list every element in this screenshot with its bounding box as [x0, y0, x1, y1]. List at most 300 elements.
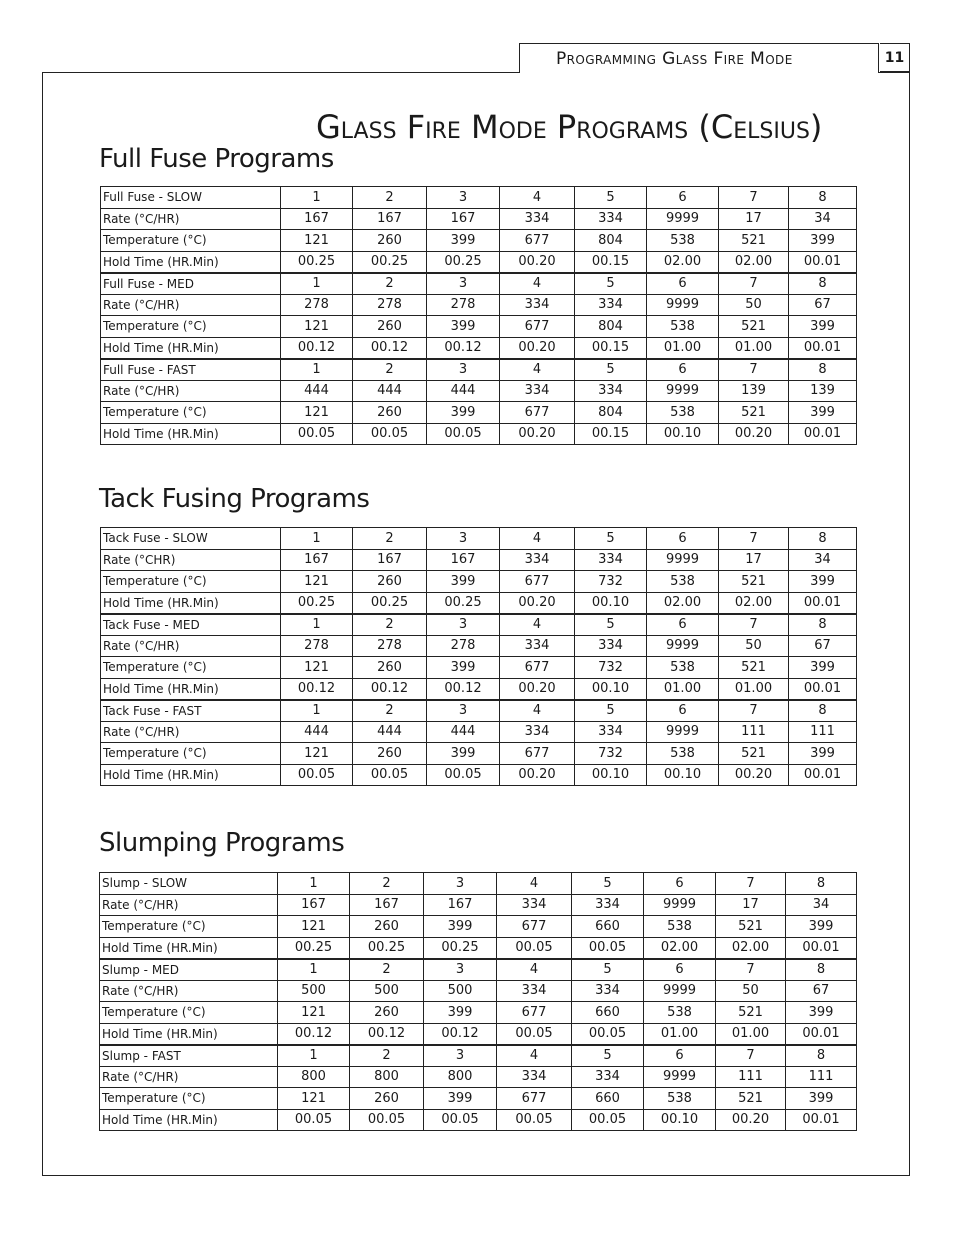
table-cell: 278 [427, 635, 500, 657]
table-cell: 02.00 [716, 937, 786, 959]
table-cell: 500 [350, 980, 424, 1002]
table-cell: 111 [786, 1066, 857, 1088]
table-cell: 260 [353, 230, 427, 252]
segment-number: 5 [572, 1045, 644, 1067]
table-cell: 538 [647, 230, 719, 252]
table-cell: 732 [575, 571, 647, 593]
table-row [101, 423, 857, 445]
row-label: Rate (°C/HR) [101, 294, 281, 316]
table-cell: 00.20 [500, 423, 575, 445]
table-cell: 00.10 [575, 592, 647, 614]
table-cell: 334 [497, 980, 572, 1002]
table-cell: 732 [575, 657, 647, 679]
program-name: Tack Fuse - FAST [101, 700, 281, 722]
table-row [101, 316, 857, 338]
segment-number: 4 [500, 700, 575, 722]
row-label: Rate (°C/HR) [100, 894, 278, 916]
segment-number: 2 [350, 873, 424, 895]
segment-number: 8 [789, 700, 857, 722]
segment-number: 1 [281, 528, 353, 550]
table-cell: 538 [647, 571, 719, 593]
table-cell: 00.12 [424, 1023, 497, 1045]
segment-number: 3 [427, 187, 500, 209]
segment-number: 8 [786, 873, 857, 895]
row-label: Rate (°C/HR) [100, 980, 278, 1002]
segment-number: 3 [424, 959, 497, 981]
table-cell: 399 [427, 402, 500, 424]
segment-number: 2 [353, 359, 427, 381]
table-cell: 00.12 [353, 678, 427, 700]
table-cell: 02.00 [719, 251, 789, 273]
row-label: Temperature (°C) [100, 916, 278, 938]
table-cell: 804 [575, 230, 647, 252]
table-cell: 01.00 [647, 678, 719, 700]
table-cell: 02.00 [647, 592, 719, 614]
row-label: Rate (°C/HR) [101, 380, 281, 402]
table-cell: 278 [427, 294, 500, 316]
table-row [101, 549, 857, 571]
table-tack-fusing [100, 527, 857, 786]
table-cell: 167 [424, 894, 497, 916]
table-cell: 399 [786, 1088, 857, 1110]
table-cell: 399 [789, 657, 857, 679]
program-header-row [101, 359, 857, 381]
table-cell: 800 [350, 1066, 424, 1088]
table-cell: 167 [278, 894, 350, 916]
table-row [100, 894, 857, 916]
table-cell: 800 [278, 1066, 350, 1088]
table-cell: 50 [719, 294, 789, 316]
segment-number: 3 [427, 614, 500, 636]
row-label: Hold Time (HR.Min) [101, 764, 281, 786]
program-name: Tack Fuse - SLOW [101, 528, 281, 550]
table-cell: 121 [278, 916, 350, 938]
table-cell: 399 [427, 316, 500, 338]
table-cell: 167 [350, 894, 424, 916]
table-cell: 9999 [647, 294, 719, 316]
table-cell: 00.05 [281, 764, 353, 786]
row-label: Temperature (°C) [101, 316, 281, 338]
segment-number: 6 [644, 873, 716, 895]
row-label: Temperature (°C) [101, 402, 281, 424]
table-cell: 00.25 [350, 937, 424, 959]
row-label: Rate (°C/HR) [100, 1066, 278, 1088]
table-cell: 00.12 [281, 337, 353, 359]
table-cell: 444 [427, 380, 500, 402]
program-header-row [100, 873, 857, 895]
table-cell: 334 [500, 380, 575, 402]
page-number-text: 11 [884, 49, 905, 66]
table-full-fuse [100, 186, 857, 445]
table-row [101, 294, 857, 316]
segment-number: 4 [500, 528, 575, 550]
table-cell: 334 [500, 721, 575, 743]
table-row [101, 380, 857, 402]
row-label: Temperature (°C) [101, 743, 281, 765]
table-cell: 00.20 [500, 678, 575, 700]
table-cell: 399 [789, 230, 857, 252]
section-title-full-fuse: Full Fuse Programs [99, 144, 334, 174]
table-cell: 399 [424, 1088, 497, 1110]
table-cell: 444 [281, 721, 353, 743]
table-cell: 334 [500, 294, 575, 316]
program-name: Full Fuse - FAST [101, 359, 281, 381]
segment-number: 1 [278, 959, 350, 981]
row-label: Temperature (°C) [101, 571, 281, 593]
running-header-text: Programming Glass Fire Mode [556, 48, 793, 69]
table-cell: 34 [789, 208, 857, 230]
table-cell: 538 [647, 316, 719, 338]
segment-number: 1 [278, 873, 350, 895]
table-row [100, 1002, 857, 1024]
table-cell: 677 [500, 657, 575, 679]
table-row [100, 980, 857, 1002]
table-cell: 804 [575, 316, 647, 338]
segment-number: 2 [350, 959, 424, 981]
table-cell: 399 [427, 571, 500, 593]
table-cell: 334 [572, 980, 644, 1002]
segment-number: 8 [789, 187, 857, 209]
table-cell: 00.12 [353, 337, 427, 359]
table-cell: 00.05 [497, 1023, 572, 1045]
table-cell: 521 [719, 230, 789, 252]
segment-number: 7 [719, 187, 789, 209]
program-name: Slump - FAST [100, 1045, 278, 1067]
table-cell: 00.05 [281, 423, 353, 445]
program-name: Slump - SLOW [100, 873, 278, 895]
segment-number: 2 [353, 614, 427, 636]
table-cell: 521 [719, 657, 789, 679]
table-cell: 00.15 [575, 251, 647, 273]
table-cell: 00.01 [786, 1109, 857, 1131]
segment-number: 3 [424, 873, 497, 895]
table-cell: 167 [281, 549, 353, 571]
table-row [101, 743, 857, 765]
table-cell: 167 [353, 208, 427, 230]
table-cell: 00.01 [786, 937, 857, 959]
segment-number: 1 [281, 273, 353, 295]
table-slumping [99, 872, 857, 1131]
table-cell: 677 [497, 1088, 572, 1110]
table-cell: 00.20 [719, 764, 789, 786]
table-cell: 538 [644, 916, 716, 938]
segment-number: 2 [353, 187, 427, 209]
segment-number: 1 [278, 1045, 350, 1067]
segment-number: 5 [575, 700, 647, 722]
table-cell: 00.05 [424, 1109, 497, 1131]
table-cell: 500 [278, 980, 350, 1002]
table-cell: 00.25 [353, 251, 427, 273]
table-cell: 399 [424, 1002, 497, 1024]
table-cell: 334 [500, 208, 575, 230]
row-label: Hold Time (HR.Min) [100, 1023, 278, 1045]
table-cell: 67 [789, 635, 857, 657]
table-cell: 121 [281, 230, 353, 252]
segment-number: 6 [647, 528, 719, 550]
segment-number: 5 [575, 614, 647, 636]
table-cell: 00.05 [350, 1109, 424, 1131]
table-cell: 111 [716, 1066, 786, 1088]
table-cell: 334 [575, 721, 647, 743]
table-cell: 399 [789, 316, 857, 338]
table-cell: 00.25 [278, 937, 350, 959]
table-cell: 399 [427, 230, 500, 252]
table-row [101, 657, 857, 679]
segment-number: 8 [789, 528, 857, 550]
table-cell: 139 [719, 380, 789, 402]
segment-number: 6 [644, 1045, 716, 1067]
table-cell: 521 [719, 316, 789, 338]
segment-number: 3 [427, 528, 500, 550]
table-row [100, 937, 857, 959]
row-label: Temperature (°C) [100, 1002, 278, 1024]
section-title-slumping: Slumping Programs [99, 828, 345, 858]
table-cell: 167 [281, 208, 353, 230]
segment-number: 1 [281, 700, 353, 722]
program-name: Tack Fuse - MED [101, 614, 281, 636]
segment-number: 7 [719, 528, 789, 550]
table-cell: 121 [278, 1002, 350, 1024]
table-cell: 50 [716, 980, 786, 1002]
segment-number: 8 [786, 959, 857, 981]
table-cell: 677 [500, 402, 575, 424]
table-cell: 34 [789, 549, 857, 571]
row-label: Rate (°C/HR) [101, 721, 281, 743]
table-cell: 399 [789, 571, 857, 593]
table-row [101, 721, 857, 743]
table-cell: 660 [572, 916, 644, 938]
segment-number: 4 [500, 273, 575, 295]
table-cell: 121 [281, 657, 353, 679]
table-cell: 399 [786, 1002, 857, 1024]
table-cell: 732 [575, 743, 647, 765]
table-cell: 9999 [647, 635, 719, 657]
segment-number: 7 [719, 614, 789, 636]
table-cell: 00.01 [789, 251, 857, 273]
table-cell: 00.25 [353, 592, 427, 614]
table-cell: 00.20 [500, 251, 575, 273]
table-cell: 521 [719, 402, 789, 424]
table-cell: 334 [572, 894, 644, 916]
table-row [101, 337, 857, 359]
table-cell: 00.25 [427, 251, 500, 273]
table-cell: 334 [500, 549, 575, 571]
segment-number: 4 [500, 187, 575, 209]
table-row [100, 1023, 857, 1045]
table-cell: 9999 [647, 549, 719, 571]
row-label: Temperature (°C) [101, 657, 281, 679]
table-cell: 399 [789, 743, 857, 765]
table-cell: 00.12 [350, 1023, 424, 1045]
table-cell: 00.12 [427, 678, 500, 700]
table-cell: 9999 [644, 1066, 716, 1088]
table-cell: 399 [789, 402, 857, 424]
segment-number: 4 [497, 873, 572, 895]
table-cell: 00.05 [353, 423, 427, 445]
table-cell: 167 [353, 549, 427, 571]
segment-number: 1 [281, 187, 353, 209]
table-cell: 260 [353, 571, 427, 593]
segment-number: 1 [281, 614, 353, 636]
row-label: Hold Time (HR.Min) [100, 1109, 278, 1131]
segment-number: 2 [353, 273, 427, 295]
table-cell: 00.20 [719, 423, 789, 445]
segment-number: 2 [350, 1045, 424, 1067]
table-cell: 804 [575, 402, 647, 424]
table-cell: 00.10 [575, 678, 647, 700]
row-label: Hold Time (HR.Min) [101, 592, 281, 614]
table-cell: 17 [719, 208, 789, 230]
table-cell: 9999 [647, 721, 719, 743]
table-cell: 00.01 [789, 337, 857, 359]
table-cell: 00.25 [281, 251, 353, 273]
table-cell: 334 [575, 208, 647, 230]
table-cell: 111 [789, 721, 857, 743]
segment-number: 3 [424, 1045, 497, 1067]
table-cell: 00.25 [427, 592, 500, 614]
table-cell: 00.01 [789, 678, 857, 700]
table-cell: 00.10 [575, 764, 647, 786]
segment-number: 7 [719, 359, 789, 381]
segment-number: 1 [281, 359, 353, 381]
table-cell: 677 [497, 916, 572, 938]
segment-number: 6 [647, 359, 719, 381]
table-cell: 02.00 [647, 251, 719, 273]
table-cell: 01.00 [719, 337, 789, 359]
table-cell: 00.05 [497, 1109, 572, 1131]
table-cell: 67 [786, 980, 857, 1002]
table-cell: 260 [353, 743, 427, 765]
running-header [519, 43, 879, 73]
table-cell: 538 [644, 1002, 716, 1024]
row-label: Temperature (°C) [100, 1088, 278, 1110]
table-cell: 677 [500, 230, 575, 252]
table-cell: 121 [281, 743, 353, 765]
table-row [100, 1109, 857, 1131]
row-label: Hold Time (HR.Min) [101, 423, 281, 445]
segment-number: 5 [572, 873, 644, 895]
table-cell: 00.05 [572, 1023, 644, 1045]
program-header-row [101, 273, 857, 295]
segment-number: 8 [789, 273, 857, 295]
table-cell: 260 [353, 316, 427, 338]
table-row [101, 230, 857, 252]
table-cell: 167 [427, 549, 500, 571]
table-cell: 800 [424, 1066, 497, 1088]
table-cell: 521 [719, 743, 789, 765]
segment-number: 8 [786, 1045, 857, 1067]
page-number [880, 43, 910, 72]
row-label: Rate (°C/HR) [101, 635, 281, 657]
table-cell: 334 [575, 549, 647, 571]
table-cell: 334 [575, 380, 647, 402]
row-label: Hold Time (HR.Min) [101, 337, 281, 359]
table-cell: 50 [719, 635, 789, 657]
table-cell: 521 [716, 1088, 786, 1110]
row-label: Hold Time (HR.Min) [100, 937, 278, 959]
table-cell: 00.25 [424, 937, 497, 959]
segment-number: 3 [427, 273, 500, 295]
table-cell: 00.01 [789, 764, 857, 786]
table-row [101, 208, 857, 230]
program-name: Slump - MED [100, 959, 278, 981]
table-cell: 9999 [647, 208, 719, 230]
table-cell: 00.05 [497, 937, 572, 959]
table-cell: 677 [500, 743, 575, 765]
table-cell: 00.05 [353, 764, 427, 786]
table-row [101, 678, 857, 700]
table-cell: 334 [497, 1066, 572, 1088]
table-cell: 660 [572, 1088, 644, 1110]
table-cell: 677 [500, 571, 575, 593]
table-cell: 660 [572, 1002, 644, 1024]
table-cell: 02.00 [719, 592, 789, 614]
segment-number: 7 [719, 273, 789, 295]
table-cell: 121 [281, 571, 353, 593]
table-cell: 00.10 [647, 764, 719, 786]
table-cell: 121 [281, 402, 353, 424]
table-cell: 399 [786, 916, 857, 938]
table-cell: 00.20 [500, 337, 575, 359]
table-cell: 00.20 [500, 764, 575, 786]
table-cell: 139 [789, 380, 857, 402]
table-cell: 167 [427, 208, 500, 230]
table-cell: 444 [353, 721, 427, 743]
program-name: Full Fuse - SLOW [101, 187, 281, 209]
table-cell: 399 [424, 916, 497, 938]
table-cell: 278 [353, 294, 427, 316]
table-row [101, 592, 857, 614]
table-cell: 00.12 [427, 337, 500, 359]
table-cell: 260 [353, 657, 427, 679]
table-cell: 677 [497, 1002, 572, 1024]
table-cell: 00.20 [716, 1109, 786, 1131]
table-cell: 01.00 [716, 1023, 786, 1045]
table-cell: 00.01 [786, 1023, 857, 1045]
segment-number: 6 [644, 959, 716, 981]
table-cell: 444 [353, 380, 427, 402]
table-cell: 121 [281, 316, 353, 338]
table-cell: 00.05 [427, 764, 500, 786]
table-cell: 260 [350, 1002, 424, 1024]
table-cell: 278 [353, 635, 427, 657]
program-name: Full Fuse - MED [101, 273, 281, 295]
program-header-row [101, 187, 857, 209]
table-cell: 111 [719, 721, 789, 743]
table-cell: 01.00 [719, 678, 789, 700]
segment-number: 4 [500, 614, 575, 636]
table-cell: 334 [575, 635, 647, 657]
section-title-tack-fusing: Tack Fusing Programs [99, 484, 370, 514]
table-cell: 521 [716, 1002, 786, 1024]
segment-number: 7 [716, 1045, 786, 1067]
table-cell: 260 [350, 1088, 424, 1110]
row-label: Temperature (°C) [101, 230, 281, 252]
table-cell: 01.00 [644, 1023, 716, 1045]
program-header-row [101, 528, 857, 550]
table-cell: 00.10 [647, 423, 719, 445]
program-header-row [101, 700, 857, 722]
page-title: Glass Fire Mode Programs (Celsius) [316, 108, 823, 146]
segment-number: 6 [647, 614, 719, 636]
table-row [100, 1088, 857, 1110]
table-cell: 00.05 [572, 937, 644, 959]
table-row [100, 916, 857, 938]
segment-number: 6 [647, 273, 719, 295]
table-cell: 17 [716, 894, 786, 916]
table-row [101, 635, 857, 657]
table-cell: 521 [719, 571, 789, 593]
